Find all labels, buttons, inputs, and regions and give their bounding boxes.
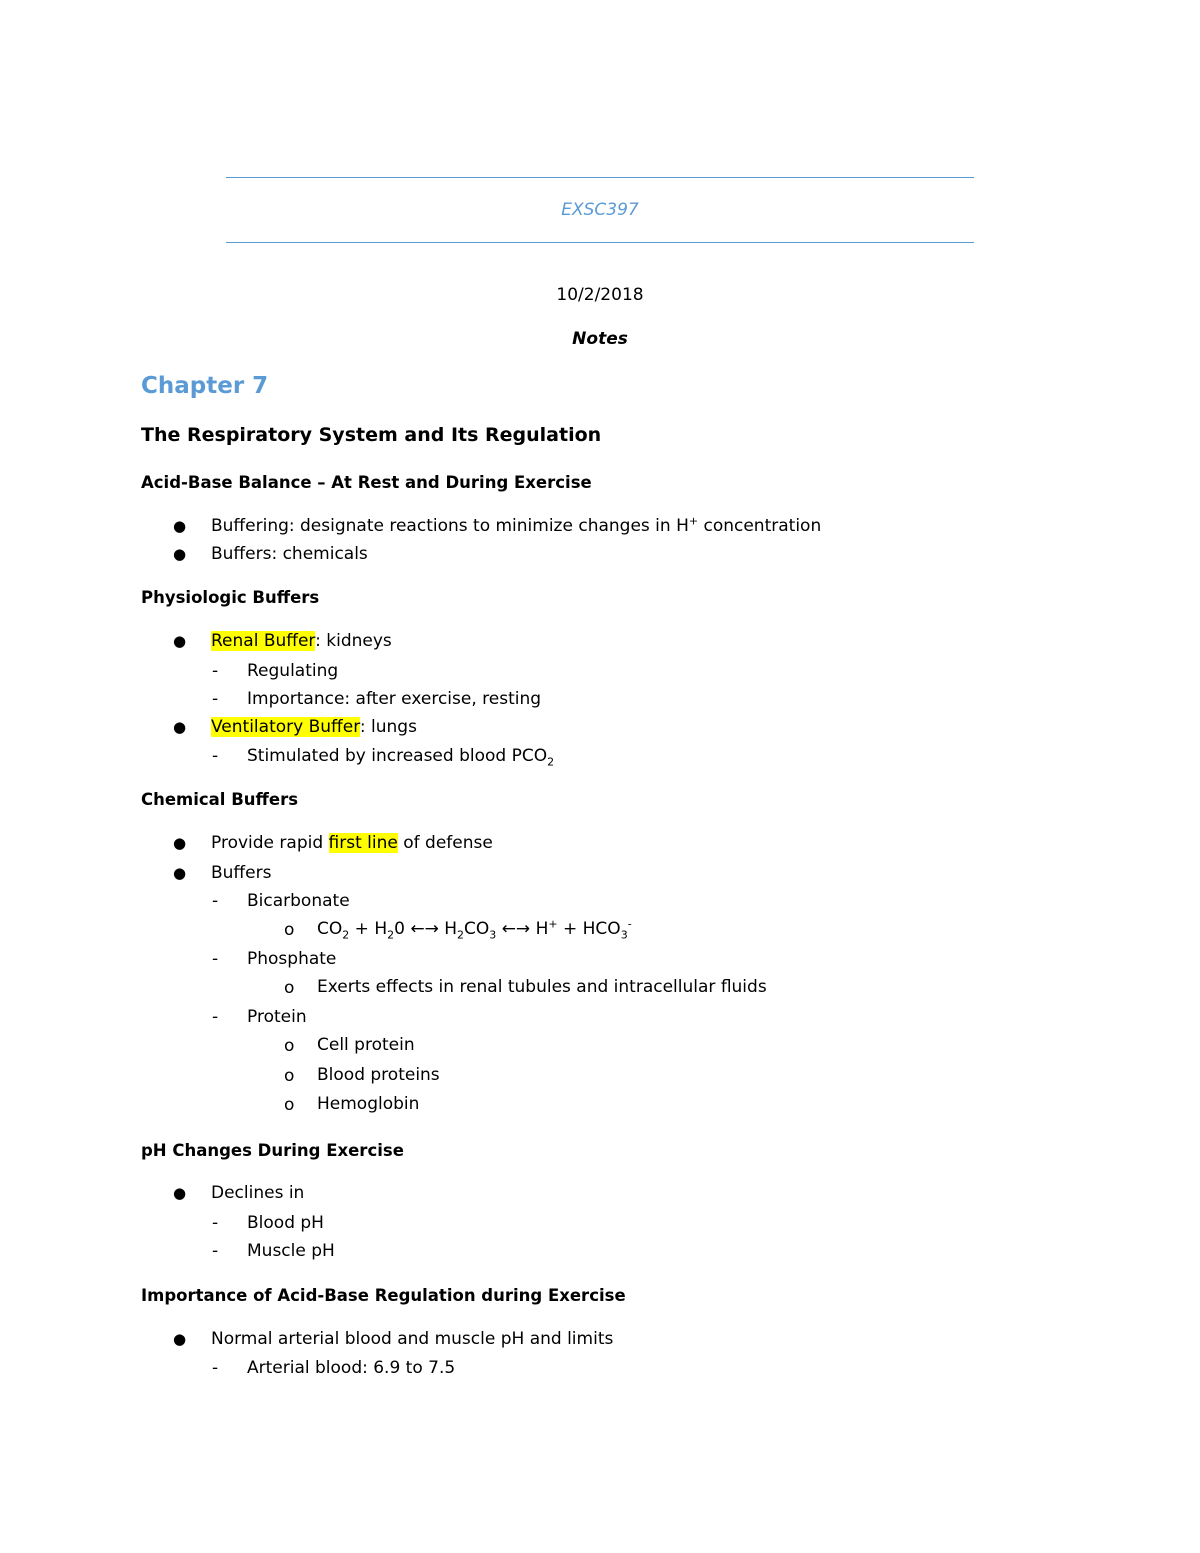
sub-item-importance: Importance: after exercise, resting bbox=[247, 689, 542, 709]
circle-marker: o bbox=[284, 1095, 295, 1115]
dash-marker: - bbox=[212, 689, 219, 709]
list-item-buffers: Buffers bbox=[211, 863, 272, 883]
chapter-heading: Chapter 7 bbox=[141, 373, 269, 399]
dash-marker: - bbox=[212, 1241, 219, 1261]
dash-marker: - bbox=[212, 1358, 219, 1378]
protein-item: Blood proteins bbox=[317, 1065, 440, 1085]
sub-item-arterial-blood: Arterial blood: 6.9 to 7.5 bbox=[247, 1358, 456, 1378]
sub-item-phosphate: Phosphate bbox=[247, 949, 337, 969]
circle-marker: o bbox=[284, 1066, 295, 1086]
dash-marker: - bbox=[212, 746, 219, 766]
bicarbonate-equation: $CO_2 + H_20$ ←→ $H_2CO_3$ ←→ $H^+ + HCO_3^-$ bbox=[317, 917, 632, 942]
circle-marker: o bbox=[284, 920, 295, 940]
highlight: Ventilatory Buffer bbox=[211, 717, 360, 737]
header-rule-top bbox=[226, 177, 974, 178]
section-title-ph-changes: pH Changes During Exercise bbox=[141, 1141, 404, 1160]
bullet-icon: ● bbox=[173, 1330, 187, 1348]
bullet-icon: ● bbox=[173, 632, 187, 650]
list-item-ventilatory-buffer: Ventilatory Buffer: lungs bbox=[211, 717, 417, 737]
list-item-first-line: Provide rapid first line of defense bbox=[211, 833, 493, 853]
dash-marker: - bbox=[212, 1007, 219, 1027]
phosphate-detail: Exerts effects in renal tubules and intracellular fluids bbox=[317, 977, 767, 997]
sub-item-bicarbonate: Bicarbonate bbox=[247, 891, 350, 911]
note-date: 10/2/2018 bbox=[556, 285, 644, 305]
sub-item-stimulated: Stimulated by increased blood $PCO_2$ bbox=[247, 746, 555, 769]
list-item-normal-limits: Normal arterial blood and muscle pH and limits bbox=[211, 1329, 614, 1349]
sub-item-protein: Protein bbox=[247, 1007, 307, 1027]
note-type: Notes bbox=[572, 329, 628, 349]
main-title: The Respiratory System and Its Regulation bbox=[141, 424, 602, 446]
bullet-icon: ● bbox=[173, 545, 187, 563]
circle-marker: o bbox=[284, 1036, 295, 1056]
section-title-physiologic-buffers: Physiologic Buffers bbox=[141, 588, 320, 607]
protein-item: Cell protein bbox=[317, 1035, 415, 1055]
bullet-icon: ● bbox=[173, 517, 187, 535]
dash-marker: - bbox=[212, 1213, 219, 1233]
protein-item: Hemoglobin bbox=[317, 1094, 420, 1114]
course-code: EXSC397 bbox=[561, 200, 639, 220]
highlight: first line bbox=[328, 833, 398, 853]
list-item-buffers-chemicals: Buffers: chemicals bbox=[211, 544, 368, 564]
bullet-icon: ● bbox=[173, 1184, 187, 1202]
list-item-buffering: Buffering: designate reactions to minimize changes in H+ concentration bbox=[211, 514, 822, 536]
section-title-chemical-buffers: Chemical Buffers bbox=[141, 790, 299, 809]
sub-item-regulating: Regulating bbox=[247, 661, 339, 681]
dash-marker: - bbox=[212, 661, 219, 681]
header-rule-bottom bbox=[226, 242, 974, 243]
dash-marker: - bbox=[212, 949, 219, 969]
bullet-icon: ● bbox=[173, 834, 187, 852]
dash-marker: - bbox=[212, 891, 219, 911]
sub-item-blood-ph: Blood pH bbox=[247, 1213, 324, 1233]
list-item-renal-buffer: Renal Buffer: kidneys bbox=[211, 631, 392, 651]
section-title-importance: Importance of Acid-Base Regulation during Exercise bbox=[141, 1286, 626, 1305]
highlight: Renal Buffer bbox=[211, 631, 316, 651]
list-item-declines: Declines in bbox=[211, 1183, 305, 1203]
bullet-icon: ● bbox=[173, 718, 187, 736]
section-title-acid-base: Acid-Base Balance – At Rest and During Exercise bbox=[141, 473, 592, 492]
bullet-icon: ● bbox=[173, 864, 187, 882]
circle-marker: o bbox=[284, 978, 295, 998]
sub-item-muscle-ph: Muscle pH bbox=[247, 1241, 335, 1261]
